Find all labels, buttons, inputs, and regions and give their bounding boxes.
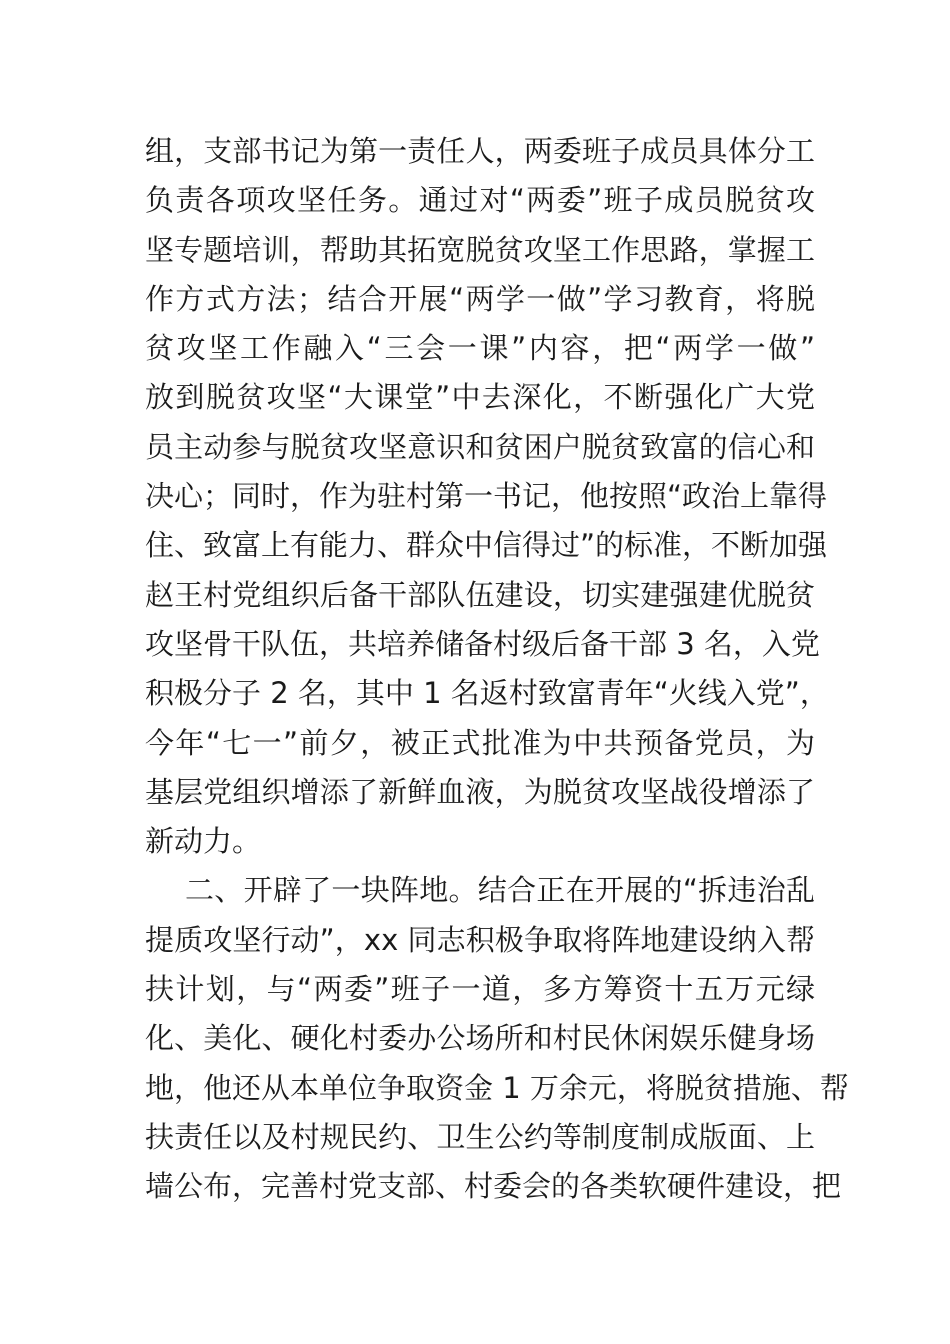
paragraph-start-line: 二、开辟了一块阵地。结合正在开展的“拆违治乱	[185, 873, 815, 908]
text-line: 扶责任以及村规民约、卫生公约等制度制成版面、上	[145, 1119, 815, 1154]
text-line: 扶计划，与“两委”班子一道，多方筹资十五万元绿	[145, 972, 815, 1007]
text-line: 负责各项攻坚任务。通过对“两委”班子成员脱贫攻	[145, 183, 815, 218]
text-line: 组，支部书记为第一责任人，两委班子成员具体分工	[145, 134, 815, 168]
text-line: 员主动参与脱贫攻坚意识和贫困户脱贫致富的信心和	[145, 429, 815, 464]
text-line: 坚专题培训，帮助其拓宽脱贫攻坚工作思路，掌握工	[145, 232, 815, 267]
text-line: 基层党组织增添了新鲜血液，为脱贫攻坚战役增添了	[145, 774, 815, 809]
text-line: 放到脱贫攻坚“大课堂”中去深化，不断强化广大党	[145, 380, 815, 415]
text-line: 积极分子 2 名，其中 1 名返村致富青年“火线入党”，	[145, 676, 829, 711]
text-line: 化、美化、硬化村委办公场所和村民休闲娱乐健身场	[145, 1021, 815, 1056]
text-line: 住、致富上有能力、群众中信得过”的标准，不断加强	[145, 528, 828, 563]
text-line: 新动力。	[145, 824, 262, 859]
text-line: 贫攻坚工作融入“三会一课”内容，把“两学一做”	[145, 331, 815, 366]
body-text	[145, 127, 849, 1212]
text-line: 攻坚骨干队伍，共培养储备村级后备干部 3 名，入党	[145, 626, 820, 661]
text-line: 赵王村党组织后备干部队伍建设，切实建强建优脱贫	[145, 577, 815, 612]
text-line: 决心；同时，作为驻村第一书记，他按照“政治上靠得	[145, 479, 828, 514]
text-line: 地，他还从本单位争取资金 1 万余元，将脱贫措施、帮	[145, 1070, 849, 1105]
text-line: 提质攻坚行动”，xx 同志积极争取将阵地建设纳入帮	[145, 922, 815, 957]
text-line: 墙公布，完善村党支部、村委会的各类软硬件建设，把	[145, 1169, 842, 1204]
text-line: 作方式方法；结合开展“两学一做”学习教育，将脱	[145, 281, 815, 316]
text-line: 今年“七一”前夕，被正式批准为中共预备党员，为	[145, 725, 815, 760]
